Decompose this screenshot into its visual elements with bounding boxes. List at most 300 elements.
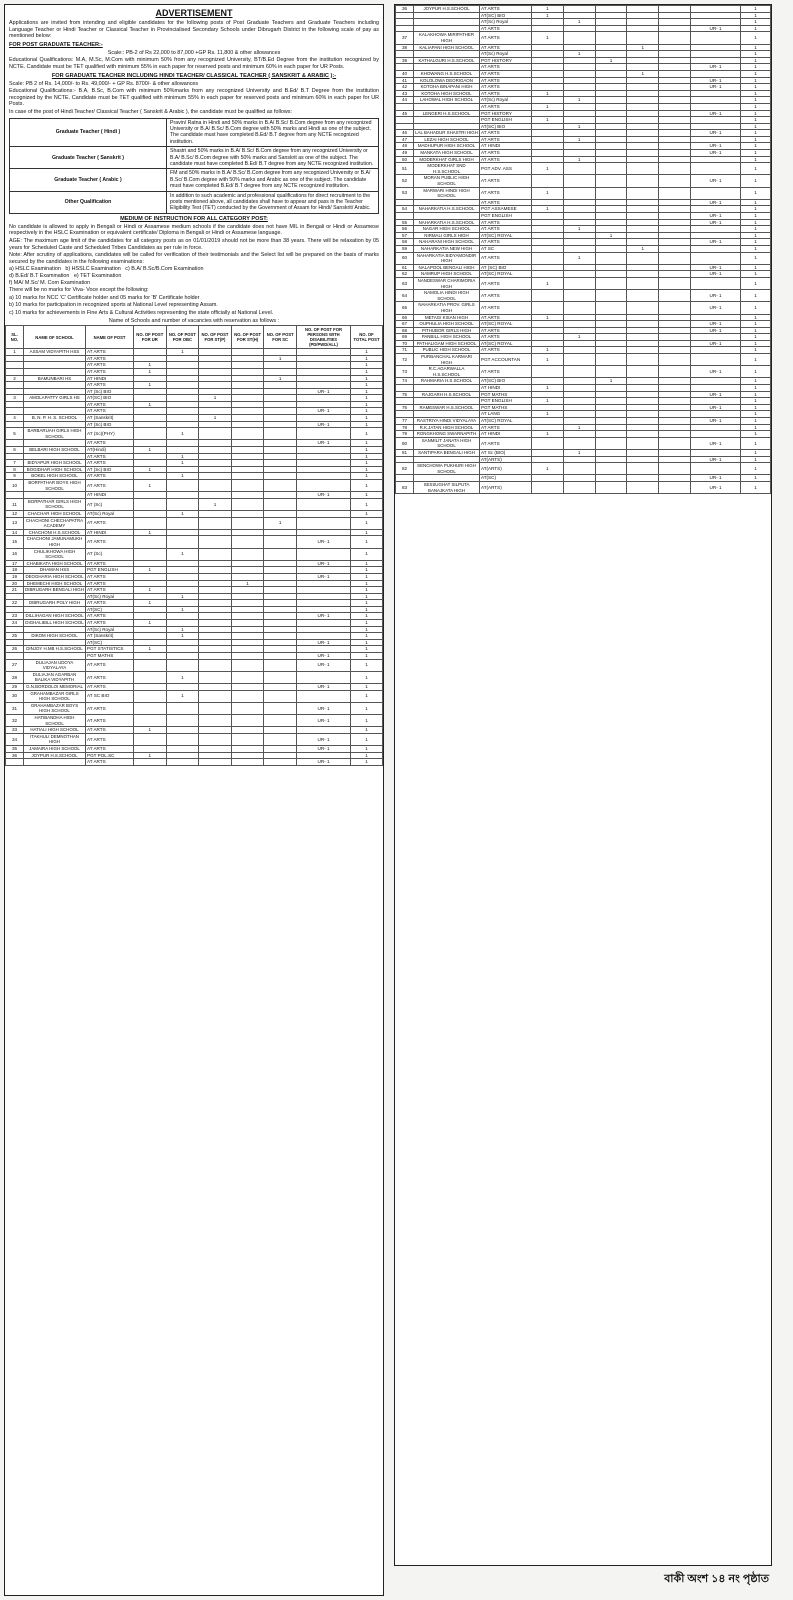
cell-school [414,199,480,206]
cell-total: 1 [351,593,383,600]
cell-stp [199,447,232,454]
cell-sc [659,314,691,321]
cell-sl [396,103,414,110]
cell-sl: 50 [396,156,414,163]
cell-stp [595,404,627,411]
cell-obc [563,385,595,392]
cell-sl: 17 [6,560,24,567]
cell-pd: UR- 1 [691,264,741,271]
cell-pd [297,626,351,633]
cell-sth [231,349,264,356]
cell-post: PGT MATHS [480,391,532,398]
cell-obc [166,480,199,492]
cell-ur [134,460,167,467]
cell-stp [595,187,627,199]
cell-post: AT(ARTS) [480,456,532,463]
cell-post: AT ARTS [86,480,134,492]
cell-school: RAJGARH H.S.SCHOOL [414,391,480,398]
cell-obc: 1 [563,334,595,341]
cell-total: 1 [741,77,771,84]
cell-sl [396,398,414,405]
cell-stp [199,368,232,375]
cell-sl: 5 [6,428,24,440]
cell-ur [532,252,564,264]
table-row [396,143,771,150]
cell-total: 1 [351,440,383,447]
cell-stp [595,391,627,398]
cell-stp [199,382,232,389]
cell-sl: 48 [396,143,414,150]
cell-sth: 1 [627,70,659,77]
cell-ur [532,123,564,130]
table-row [6,548,383,560]
cell-obc [166,401,199,408]
cell-sl: 67 [396,321,414,328]
cell-obc [166,529,199,536]
table-row [6,382,383,389]
table-row [6,671,383,683]
cell-sth [627,340,659,347]
vacancy-table-left [5,325,383,766]
cell-sc [264,600,297,607]
cell-sc [264,498,297,510]
cell-sth [627,97,659,104]
cell-obc [563,150,595,157]
cell-obc [166,653,199,660]
table-row [6,646,383,653]
cell-ur [532,143,564,150]
cell-school: LENGERI H.S.SCHOOL [414,110,480,117]
cell-sc [659,290,691,302]
table-row [6,745,383,752]
cell-sc [264,727,297,734]
cell-stp [199,745,232,752]
table-row [6,408,383,415]
cell-pd [297,593,351,600]
cell-stp [199,401,232,408]
cell-sl [6,453,24,460]
cell-sth [231,388,264,395]
cell-sc [659,117,691,124]
cell-ur: 1 [532,6,564,13]
viva-item: c) 10 marks for achievements in Fine Arts & Cultural Activities representing the state officially at National Level. [9,309,274,316]
cell-stp [595,481,627,493]
cell-sc [264,639,297,646]
cell-pd: UR- 1 [691,130,741,137]
cell-sth [231,626,264,633]
cell-sl: 19 [6,573,24,580]
cell-school: NAHARKATIA NEW HIGH [414,245,480,252]
cell-ur [134,690,167,702]
cell-obc [563,187,595,199]
cell-school: KALIAPANI HIGH SCHOOL [414,44,480,51]
cell-total: 1 [741,321,771,328]
cell-post: PGT HISTORY [480,110,532,117]
exam-item: d) B.Ed/ B.T Examination [9,272,70,279]
cell-obc [563,354,595,366]
cell-ur [532,213,564,220]
cell-stp [199,593,232,600]
table-row [396,136,771,143]
cell-total: 1 [351,745,383,752]
cell-pd: UR- 1 [297,388,351,395]
cell-post: AT(SC) ROYAL [480,340,532,347]
cell-sc [659,398,691,405]
cell-stp [595,354,627,366]
cell-sc [659,252,691,264]
cell-post: AT ARTS [480,347,532,354]
cell-post: AT(SC) BIO [86,395,134,402]
header-sl: SL. NO. [6,326,24,349]
cell-pd: UR- 1 [297,684,351,691]
cell-sl: 37 [396,32,414,44]
cell-post: AT ARTS [480,150,532,157]
table-row [6,684,383,691]
cell-sl: 40 [396,70,414,77]
cell-sc [264,593,297,600]
cell-pd [691,252,741,264]
cell-school: LAHOWAL HIGH SCHOOL [414,97,480,104]
cell-pd: UR- 1 [297,639,351,646]
cell-sth [231,428,264,440]
cell-post: AT ARTS [480,90,532,97]
cell-ur: 1 [134,727,167,734]
cell-ur [134,745,167,752]
cell-ur: 1 [134,480,167,492]
cell-sc [659,130,691,137]
cell-obc [166,362,199,369]
cell-sc [659,19,691,26]
cell-ur [134,659,167,671]
cell-school: CHACHONI JAMUNAMUKH HIGH [24,536,86,548]
cell-ur: 1 [532,117,564,124]
cell-obc: 1 [563,51,595,58]
cell-sth [231,408,264,415]
cell-post: AT ARTS [86,560,134,567]
cell-school: KALAKHOWA MIRIPATHER HIGH [414,32,480,44]
cell-obc [166,517,199,529]
cell-pd [297,671,351,683]
cell-sth [627,463,659,475]
cell-ur: 1 [532,103,564,110]
cell-sth [231,671,264,683]
cell-total: 1 [351,653,383,660]
cell-sth [231,733,264,745]
cell-sth [627,136,659,143]
cell-post: AT(Sc) Royal [480,19,532,26]
cell-post: AT(ARTS) [480,481,532,493]
cell-total: 1 [351,646,383,653]
cell-pd [691,398,741,405]
cell-pd [691,314,741,321]
cell-total: 1 [741,327,771,334]
cell-sl: 76 [396,404,414,411]
cell-pd [691,97,741,104]
cell-sl [396,411,414,418]
cell-pd [297,401,351,408]
cell-ur: 1 [532,398,564,405]
cell-sl: 15 [6,536,24,548]
cell-ur: 1 [532,354,564,366]
cell-ur: 1 [532,314,564,321]
cell-stp [595,51,627,58]
cell-obc: 1 [563,226,595,233]
cell-ur [532,136,564,143]
qualification-row [10,147,379,169]
cell-stp [199,573,232,580]
cell-obc: 1 [166,460,199,467]
cell-sth [231,536,264,548]
cell-ur: 1 [532,187,564,199]
cell-sth [231,745,264,752]
cell-stp [595,219,627,226]
cell-total: 1 [741,12,771,19]
cell-post: AT(Sc) Royal [480,97,532,104]
cell-sl: 52 [396,175,414,187]
cell-sth [231,447,264,454]
table-row [396,103,771,110]
cell-school: KOTOHA BINAPANI HIGH [414,84,480,91]
cell-sc: 1 [264,375,297,382]
table-row [396,175,771,187]
qualification-label: Graduate Teacher ( Sanskrit ) [10,147,167,169]
cell-sc [659,12,691,19]
cell-sth [231,639,264,646]
table-row [6,759,383,766]
table-row [6,573,383,580]
table-row [396,264,771,271]
cell-sth [627,431,659,438]
cell-sth [627,314,659,321]
cell-sc [264,362,297,369]
cell-school [24,639,86,646]
table-row [6,653,383,660]
table-row [6,626,383,633]
cell-school [414,123,480,130]
cell-sl: 49 [396,150,414,157]
cell-total: 1 [741,391,771,398]
cell-school: SESSUGHAT SILPUTA BANAJKATA HIGH [414,481,480,493]
cell-stp [595,437,627,449]
cell-sc [659,163,691,175]
cell-obc: 1 [166,633,199,640]
cell-stp [595,103,627,110]
cell-sth [231,498,264,510]
table-row [6,529,383,536]
cell-school [414,19,480,26]
cell-school: JAMAIRA HIGH SCHOOL [24,745,86,752]
cell-pd [297,428,351,440]
cell-obc [563,25,595,32]
cell-post: AT HINDI [86,492,134,499]
cell-obc [563,117,595,124]
cell-stp [199,606,232,613]
cell-pd: UR- 1 [297,733,351,745]
cell-post: AT ARTS [86,714,134,726]
cell-total: 1 [741,481,771,493]
cell-ur: 1 [134,362,167,369]
table-row [6,633,383,640]
table-row [396,354,771,366]
cell-ur [134,440,167,447]
cell-post: AT ARTS [480,366,532,378]
cell-ur: 1 [134,466,167,473]
continued-note: বাকী অংশ ১৪ নং পৃষ্ঠাত [664,1573,769,1585]
cell-ur: 1 [134,567,167,574]
cell-ur [532,271,564,278]
cell-ur [134,355,167,362]
cell-total: 1 [351,620,383,627]
cell-sth [627,277,659,289]
cell-sc [264,480,297,492]
cell-sl: 79 [396,431,414,438]
cell-sl: 26 [6,646,24,653]
cell-sl: 6 [6,447,24,454]
qualification-row [10,191,379,213]
cell-sl [396,385,414,392]
cell-sth [231,759,264,766]
cell-sth [231,613,264,620]
cell-sc [659,302,691,314]
cell-ur [532,77,564,84]
cell-school: LAL BAHADUR SHASTRI HIGH [415,130,478,136]
cell-ur: 1 [532,277,564,289]
cell-post: AT SC [480,245,532,252]
cell-post: AT HINDI [480,431,532,438]
cell-sl: 60 [396,252,414,264]
cell-sl [396,456,414,463]
cell-total: 1 [741,424,771,431]
cell-sth [627,51,659,58]
cell-school: HATIALI HIGH SCHOOL [24,727,86,734]
cell-post: AT ARTS [86,587,134,594]
cell-school: RAHMARIA H.S.SCHOOL [414,378,480,385]
cell-post: PGT ENGLISH [480,213,532,220]
table-row [396,449,771,456]
cell-ur: 1 [134,620,167,627]
cell-post: PGT ENGLISH [480,398,532,405]
cell-obc [563,391,595,398]
cell-ur: 1 [532,32,564,44]
cell-stp [595,334,627,341]
cell-total: 1 [741,245,771,252]
cell-ur [532,219,564,226]
cell-obc [563,314,595,321]
cell-school: NAGAR HIGH SCHOOL [414,226,480,233]
cell-sc [659,90,691,97]
cell-post: AT(SC) BIO [480,12,532,19]
cell-sth [231,600,264,607]
cell-pd [691,226,741,233]
cell-post: AT ARTS [480,6,532,13]
cell-school [24,362,86,369]
cell-post: AT(Sc) Royal [86,626,134,633]
cell-post: AT ARTS [480,103,532,110]
cell-post: AT ARTS [86,408,134,415]
cell-pd: UR- 1 [297,745,351,752]
cell-sl: 47 [396,136,414,143]
cell-obc [563,110,595,117]
cell-stp [595,411,627,418]
cell-post: AT ARTS [480,290,532,302]
cell-total: 1 [351,567,383,574]
cell-ur [134,684,167,691]
cell-post: AT HINDI [86,375,134,382]
cell-sc [264,702,297,714]
cell-post: AT ARTS [86,600,134,607]
cell-obc [563,32,595,44]
cell-sth [231,653,264,660]
cell-post: AT ARTS [480,219,532,226]
exam-list [9,266,379,286]
cell-post: AT (Sc) BIO [86,466,134,473]
cell-obc [563,163,595,175]
qualification-label: Other Qualification [10,191,167,213]
cell-stp [595,277,627,289]
cell-ur: 1 [134,447,167,454]
cell-stp [595,302,627,314]
cell-school: BORPATHAR BOYS HIGH SCHOOL [24,480,86,492]
cell-pd [297,752,351,759]
cell-pd: UR- 1 [297,573,351,580]
cell-total: 1 [741,314,771,321]
cell-ur [134,498,167,510]
cell-ur [532,391,564,398]
cell-stp [595,199,627,206]
cell-post: AT(SC) ROYAL [480,321,532,328]
cell-sl [6,368,24,375]
table-row [6,440,383,447]
cell-total: 1 [351,752,383,759]
cell-school [24,626,86,633]
cell-pd [691,136,741,143]
cell-sl: 33 [6,727,24,734]
cell-sth [627,32,659,44]
cell-ur [134,626,167,633]
cell-sc [659,245,691,252]
cell-sc [264,382,297,389]
table-row [396,239,771,246]
cell-sc [264,580,297,587]
cell-stp [595,424,627,431]
cell-obc: 1 [563,123,595,130]
cell-school: BELBARI HIGH SCHOOL [24,447,86,454]
cell-ur [532,424,564,431]
cell-sl: 27 [6,659,24,671]
cell-total: 1 [741,187,771,199]
cell-school: NANDESWAR CHARIMORIA HIGH [414,277,480,289]
cell-post: AT ARTS [480,226,532,233]
cell-sth [231,659,264,671]
cell-total: 1 [741,463,771,475]
cell-school [414,456,480,463]
cell-sth [627,475,659,482]
age-text: AGE: The maximum age limit of the candidates for all category posts as on 01/01/2019 should not be more than 38 years. There will be relaxation by 05 years for Scheduled Caste and Scheduled Tribes Candidates as per rule in force. [9,238,379,251]
cell-obc [563,463,595,475]
cell-ur [532,130,564,137]
cell-sl: 38 [396,44,414,51]
cell-pd [691,277,741,289]
cell-obc [563,456,595,463]
cell-total: 1 [741,302,771,314]
cell-sth [627,206,659,213]
cell-stp [199,548,232,560]
cell-post: AT ARTS [480,277,532,289]
cell-ur: 1 [532,431,564,438]
cell-sc [659,424,691,431]
cell-obc [563,302,595,314]
cell-sth [231,440,264,447]
